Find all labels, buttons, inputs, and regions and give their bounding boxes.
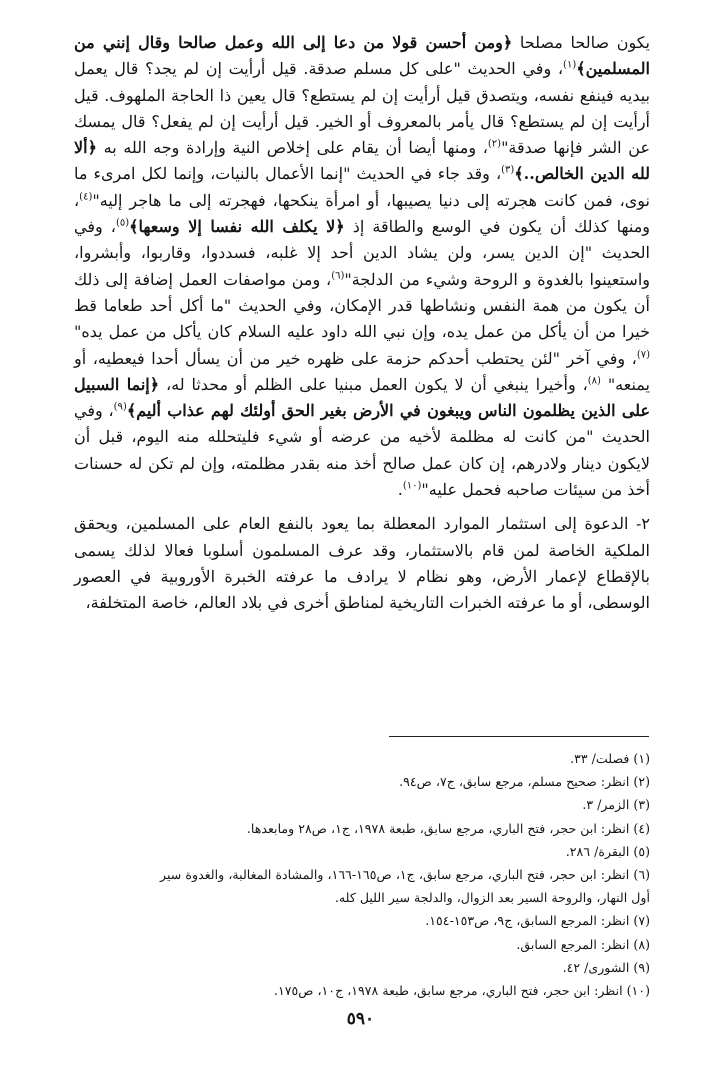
paragraph-2: ٢- الدعوة إلى استثمار الموارد المعطلة بما يعود بالنفع العام على المسلمين، ويحقق الملكية الخاصة لمن قام بالاستثمار، وقد عرف المسلمون أسلوبا فعالا لذلك يسمى بالإقطاع لإعمار الأرض، وهو نظام لا يرادف ما عرفته الخبرة الأوروبية في العصور الوسطى، أو ما عرفته الخبرات التاريخية لمناطق أخرى في بلاد العالم، خاصة المتخلفة، (74, 514, 650, 613)
paragraph-1 (74, 30, 650, 503)
footnote-10: (١٠) انظر: ابن حجر، فتح الباري، مرجع سابق، طبعة ١٩٧٨، ج١٠، ص١٧٥. (273, 983, 650, 999)
quran-quote: ﴿ومن أحسن قولا من دعا إلى الله وعمل صالحا وقال إنني من المسلمين﴾ (74, 33, 650, 79)
text-run: . (397, 480, 403, 500)
text-run: ، وفي الحديث "على كل مسلم صدقة. قيل أرأيت إن لم يجد؟ قال يعمل بيديه فينفع نفسه، ويتصدق قيل أرأيت إن لم يستطع؟ قال يعين ذا الحاجة الملهوف. قيل أرأيت إن لم يستطع؟ قال يأمر بالمعروف أو الخير. قيل أرأيت إن لم يفعل؟ قال يمسك عن الشر فإنها صدقة" (74, 59, 650, 158)
footnote-4: (٤) انظر: ابن حجر، فتح الباري، مرجع سابق، طبعة ١٩٧٨، ج١، ص٢٨ ومابعدها. (246, 820, 650, 836)
quran-quote: ﴿ألا لله الدين الخالص..﴾ (74, 138, 650, 184)
footnote-8: (٨) انظر: المرجع السابق. (516, 936, 650, 952)
footnote-7: (٧) انظر: المرجع السابق، ج٩، ص١٥٣-١٥٤. (425, 913, 650, 929)
footnote-1: (١) فصلت/ ٣٣. (570, 751, 650, 766)
footnote-ref: (٦) (331, 270, 345, 282)
footnote-ref: (٧) (636, 349, 651, 361)
text-run: ، وفي آخر "لئن يحتطب أحدكم حزمة على ظهره خير من أن يسأل أحدا فيعطيه، أو يمنعه" (74, 348, 651, 394)
footnote-ref: (١) (563, 59, 577, 71)
text-run: ، ومن مواصفات العمل إضافة إلى ذلك أن يكون من همة النفس ونشاطها قدر الإمكان، وفي الحديث "ما أكل أحد طعاما قط خيرا من أن يأكل من عمل يده، وإن نبي الله داود عليه السلام كان يأكل من عمل يده" (74, 269, 650, 342)
footnote-2: (٢) انظر: صحيح مسلم، مرجع سابق، ج٧، ص٩٤. (399, 774, 650, 790)
text-run: ، ومنها أيضا أن يقام على إخلاص النية وإرادة وجه الله به (96, 138, 488, 158)
quran-quote: ﴿إنما السبيل على الذين يظلمون الناس ويبغون في الأرض بغير الحق أولئك لهم عذاب أليم﴾ (74, 374, 651, 421)
footnote-ref: (٩) (113, 401, 127, 413)
text-run: ، وقد جاء في الحديث "إنما الأعمال بالنيات، وإنما لكل امرىء ما نوى، فمن كانت هجرته إلى دنيا يصيبها، أو امرأة ينكحها، فهجرته إلى ما هاجر إليه" (74, 164, 650, 210)
text-run: ، وأخيرا ينبغي أن لا يكون العمل مبنيا على الظلم أو محدثا له، (159, 374, 588, 394)
main-text (74, 30, 650, 617)
footnote-9: (٩) الشورى/ ٤٢. (562, 959, 650, 975)
footnote-ref: (٨) (587, 375, 601, 387)
footnotes (160, 747, 650, 1002)
text-run: ، وفي الحديث "إن الدين يسر، ولن يشاد الدين أحد إلا غلبه، فسددوا، وقاربوا، وأبشروا، واستعينوا بالغدوة و الروحة وشيء من الدلجة" (74, 217, 651, 289)
footnote-3: (٣) الزمر/ ٣. (582, 797, 650, 813)
text-run: ، ومنها كذلك أن يكون في الوسع والطاقة إذ (74, 190, 651, 237)
footnote-5: (٥) البقرة/ ٢٨٦. (565, 843, 650, 859)
footnote-ref: (٢) (487, 138, 502, 150)
footnote-6: (٦) انظر: ابن حجر، فتح الباري، مرجع سابق، ج١، ص١٦٥-١٦٦، والمشادة المغالبة، والغدوة سير أول النهار، والروحة السير بعد الزوال، والدلجة سير الليل كله. (160, 867, 650, 906)
footnote-ref: (٣) (501, 165, 515, 177)
footnote-ref: (١٠) (402, 480, 422, 492)
footnote-ref: (٥) (115, 217, 130, 229)
text-run: يكون صالحا مصلحا (512, 33, 651, 52)
page-number: ٥٩٠ (346, 1009, 375, 1029)
quran-quote: ﴿لا يكلف الله نفسا إلا وسعها﴾ (129, 217, 345, 237)
footnote-separator (389, 736, 649, 737)
text-run: ، وفي الحديث "من كانت له مظلمة لأخيه من عرضه أو شيء فليتحلله منه اليوم، قبل أن لايكون دينار ولادرهم، إن كان عمل صالح أخذ منه بقدر مظلمته، وإن لم تكن له حسنات أخذ من سيئات صاحبه فحمل عليه" (74, 401, 650, 500)
footnote-ref: (٤) (79, 191, 93, 203)
